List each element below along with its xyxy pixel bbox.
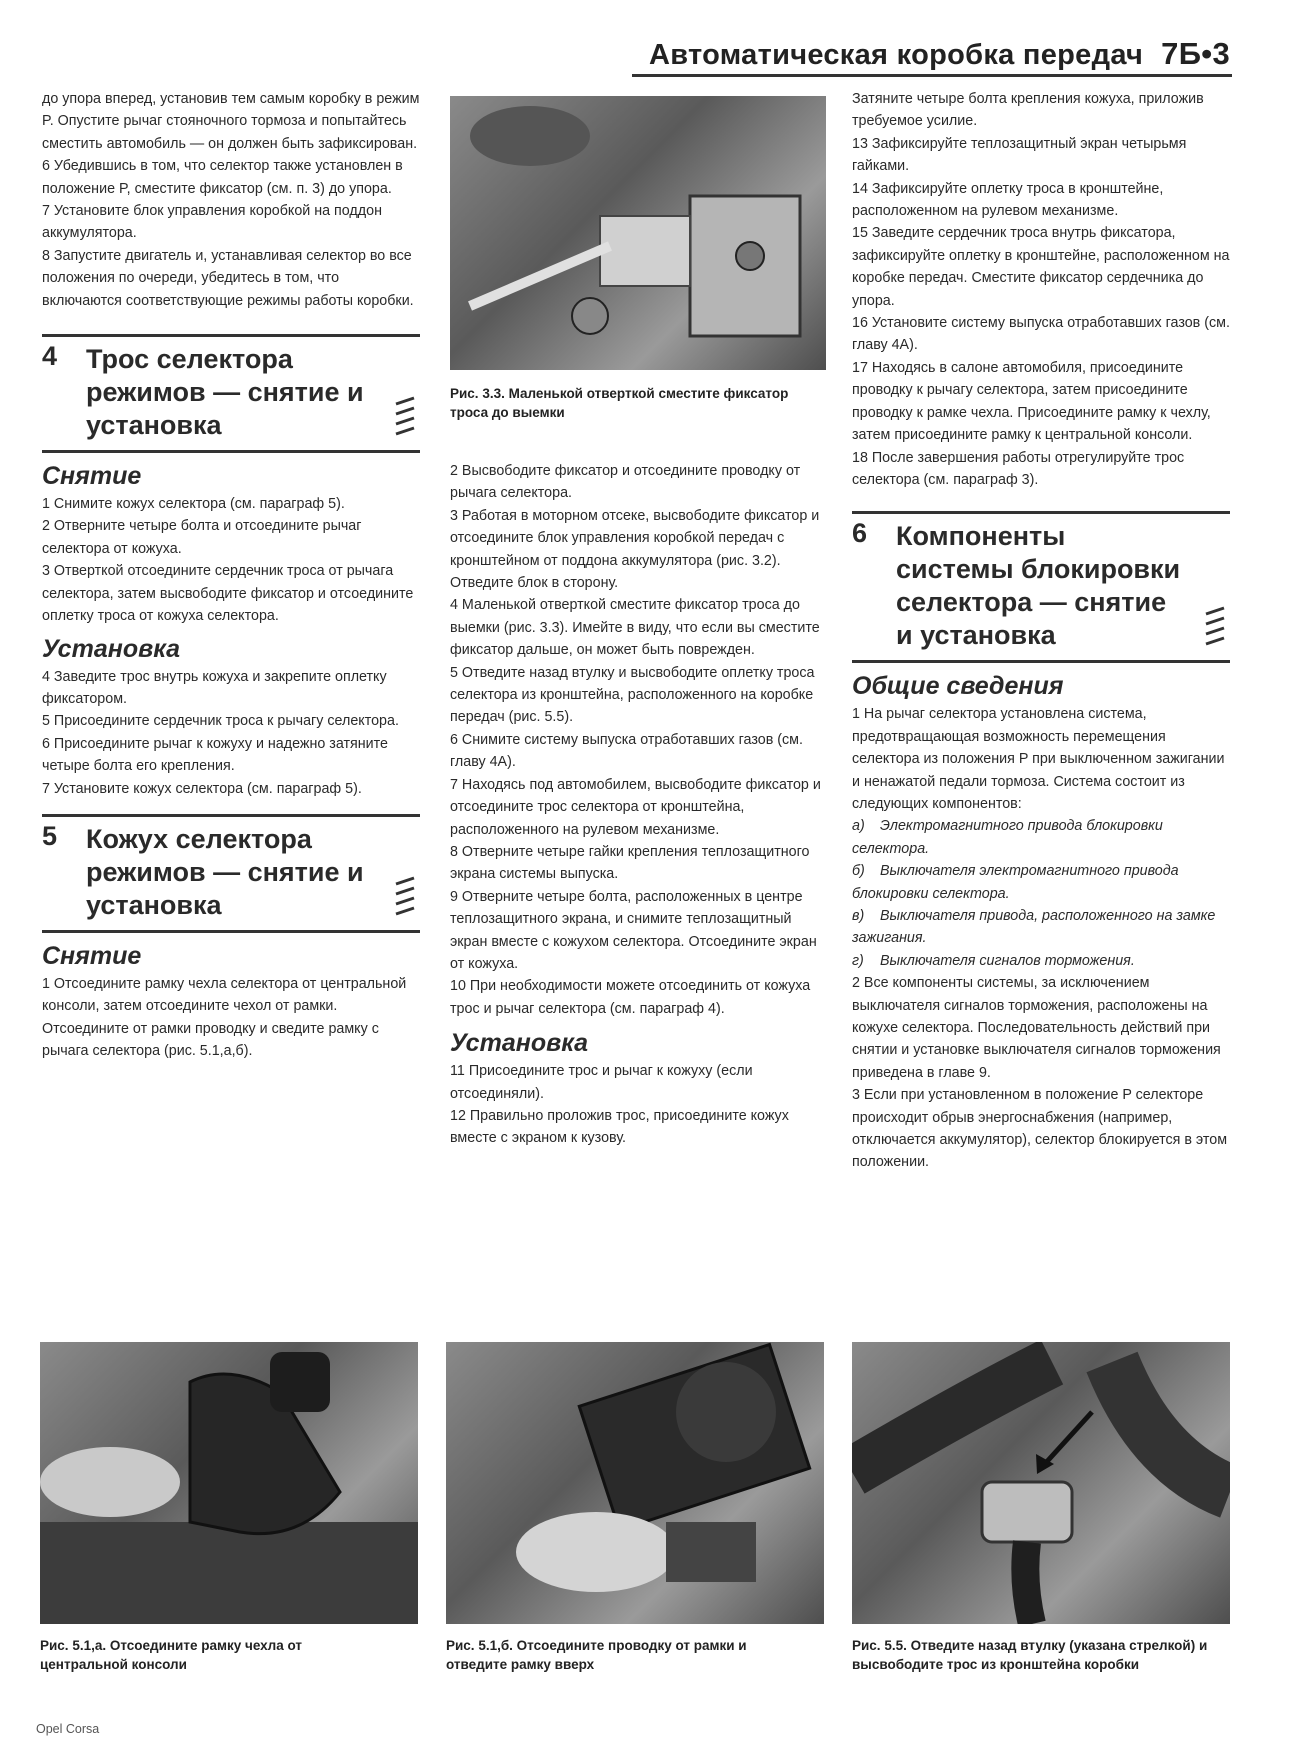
section-6-heading [852, 511, 1230, 663]
column-3 [852, 88, 1230, 1174]
subheading-removal: Снятие [42, 941, 142, 970]
paragraph: 2 Высвободите фиксатор и отсоедините проводку от рычага селектора. [450, 463, 801, 502]
paragraph: 7 Установите блок управления коробкой на поддон аккумулятора. [42, 203, 382, 242]
section-title: Трос селектора режимов — снятие и установка [86, 344, 364, 441]
list-item: в) Выключателя привода, расположенного на замке зажигания. [852, 907, 1216, 947]
paragraph: 12 Правильно проложив трос, присоедините кожух вместе с экраном к кузову. [450, 1107, 789, 1147]
paragraph: 1 На рычаг селектора установлена система, предотвращающая возможность перемещения селектора из положения P при выключенном зажигании и ненажатой педали тормоза. Система состоит из следующих компонентов: [852, 706, 1225, 812]
subheading-installation: Установка [450, 1029, 589, 1058]
paragraph: 6 Снимите систему выпуска отработавших газов (см. главу 4А). [450, 731, 803, 771]
photo-fig-5-1b [446, 1342, 824, 1624]
paragraph: 7 Находясь под автомобилем, высвободите фиксатор и отсоедините трос селектора от кронштейна, расположенного на рулевом механизме. [450, 776, 821, 838]
paragraph: до упора вперед, установив тем самым коробку в режим P. Опустите рычаг стояночного тормоза и попытайтесь сместить автомобиль — он должен быть зафиксирован. [42, 91, 420, 152]
paragraph: 17 Находясь в салоне автомобиля, присоедините проводку к рычагу селектора, затем присоедините проводку к рамке чехла. Присоедините рамку к чехлу, затем присоедините рамку к центральной консоли. [852, 359, 1211, 444]
paragraph: 3 Если при установленном в положение P селекторе происходит обрыв энергоснабжения (например, отключается аккумулятор), селектор блокируется в этом положении. [852, 1087, 1228, 1171]
caption-fig-5-1a: Рис. 5.1,а. Отсоедините рамку чехла от центральной консоли [40, 1638, 303, 1672]
paragraph: 15 Заведите сердечник троса внутрь фиксатора, зафиксируйте оплетку в кронштейне, расположенном на коробке передач. Сместите фиксатор сердечника до упора. [852, 225, 1230, 309]
section-5-heading [42, 814, 420, 933]
paragraph: 3 Отверткой отсоедините сердечник троса от рычага селектора, затем высвободите фиксатор и отсоедините оплетку троса от кожуха селектора. [42, 563, 414, 625]
paragraph: 16 Установите систему выпуска отработавших газов (см. главу 4А). [852, 315, 1230, 354]
section-number: 5 [42, 820, 58, 851]
caption-fig-3-3: Рис. 3.3. Маленькой отверткой сместите фиксатор троса до выемки [450, 386, 789, 420]
page-number: 7Б•3 [1161, 36, 1230, 71]
paragraph: 13 Зафиксируйте теплозащитный экран четырьмя гайками. [852, 135, 1187, 175]
photo-fig-5-5-drawing [852, 1342, 1230, 1624]
column-1 [42, 88, 420, 1063]
paragraph: 3 Работая в моторном отсеке, высвободите фиксатор и отсоедините блок управления коробкой передач с кронштейном от поддона аккумулятора (рис. 3.2). Отведите блок в сторону. [450, 507, 820, 592]
list-item: г) Выключателя сигналов торможения. [852, 952, 1135, 969]
paragraph: 6 Убедившись в том, что селектор также установлен в положение P, сместите фиксатор (см. п. 3) до упора. [42, 158, 403, 197]
paragraph: 2 Отверните четыре болта и отсоедините рычаг селектора от кожуха. [42, 518, 362, 557]
paragraph: 14 Зафиксируйте оплетку троса в кронштейне, расположенном на рулевом механизме. [852, 180, 1164, 220]
caption-fig-5-1b: Рис. 5.1,б. Отсоедините проводку от рамки и отведите рамку вверх [446, 1638, 747, 1672]
photo-fig-5-1a-drawing [40, 1342, 418, 1624]
difficulty-spanner-icon [394, 396, 416, 440]
paragraph: 1 Отсоедините рамку чехла селектора от центральной консоли, затем отсоедините чехол от рамки. Отсоедините от рамки проводку и сведите рамку с рычага селектора (рис. 5.1,а,б). [42, 975, 407, 1060]
paragraph: 5 Отведите назад втулку и высвободите оплетку троса селектора из кронштейна, расположенного на коробке передач (рис. 5.5). [450, 664, 815, 726]
paragraph: 8 Запустите двигатель и, устанавливая селектор во все положения по очереди, убедитесь в том, что включаются соответствующие режимы работы коробки. [42, 247, 414, 309]
running-header [649, 36, 1230, 72]
paragraph: 10 При необходимости можете отсоединить от кожуха трос и рычаг селектора (см. параграф 4). [450, 978, 811, 1017]
difficulty-spanner-icon [394, 876, 416, 920]
subheading-general: Общие сведения [852, 672, 1064, 701]
photo-fig-5-5 [852, 1342, 1230, 1624]
paragraph: 1 Снимите кожух селектора (см. параграф 5). [42, 496, 345, 513]
section-title: Компоненты системы блокировки селектора — снятие и установка [896, 521, 1181, 651]
photo-fig-5-1a [40, 1342, 418, 1624]
chapter-title: Автоматическая коробка передач [649, 39, 1144, 71]
section-number: 6 [852, 518, 868, 549]
header-rule [632, 74, 1232, 77]
section-4-heading [42, 334, 420, 453]
paragraph: 4 Маленькой отверткой сместите фиксатор троса до выемки (рис. 3.3). Имейте в виду, что если вы сместите фиксатор дальше, он может быть поврежден. [450, 597, 820, 659]
subheading-removal: Снятие [42, 462, 142, 491]
paragraph: 9 Отверните четыре болта, расположенных в центре теплозащитного экрана, и снимите теплозащитный экран вместе с кожухом селектора. Отсоедините экран от кожуха. [450, 888, 817, 972]
paragraph: 11 Присоедините трос и рычаг к кожуху (если отсоединяли). [450, 1063, 753, 1102]
paragraph: 6 Присоедините рычаг к кожуху и надежно затяните четыре болта его крепления. [42, 735, 388, 775]
component-list [852, 815, 1230, 972]
paragraph: 4 Заведите трос внутрь кожуха и закрепите оплетку фиксатором. [42, 668, 387, 707]
section-number: 4 [42, 341, 58, 372]
paragraph: 18 После завершения работы отрегулируйте трос селектора (см. параграф 3). [852, 449, 1185, 488]
list-item: а) Электромагнитного привода блокировки селектора. [852, 818, 1163, 857]
subheading-installation: Установка [42, 634, 181, 663]
paragraph: 5 Присоедините сердечник троса к рычагу селектора. [42, 713, 399, 730]
photo-fig-3-3-drawing [450, 96, 826, 370]
photo-fig-3-3 [450, 96, 826, 370]
paragraph: 7 Установите кожух селектора (см. параграф 5). [42, 780, 362, 797]
list-item: б) Выключателя электромагнитного привода блокировки селектора. [852, 863, 1179, 902]
column-2 [450, 460, 828, 1150]
section-title: Кожух селектора режимов — снятие и установка [86, 823, 364, 920]
paragraph: 8 Отверните четыре гайки крепления теплозащитного экрана системы выпуска. [450, 843, 810, 883]
footer-book-title: Opel Corsa [36, 1722, 100, 1736]
caption-fig-5-5: Рис. 5.5. Отведите назад втулку (указана стрелкой) и высвободите трос из кронштейна коробки [852, 1638, 1208, 1672]
photo-fig-5-1b-drawing [446, 1342, 824, 1624]
difficulty-spanner-icon [1204, 606, 1226, 650]
paragraph: Затяните четыре болта крепления кожуха, приложив требуемое усилие. [852, 91, 1204, 130]
paragraph: 2 Все компоненты системы, за исключением выключателя сигналов торможения, расположены на кожухе селектора. Последовательность действий при снятии и установке выключателя сигналов торможения приведена в главе 9. [852, 975, 1221, 1081]
